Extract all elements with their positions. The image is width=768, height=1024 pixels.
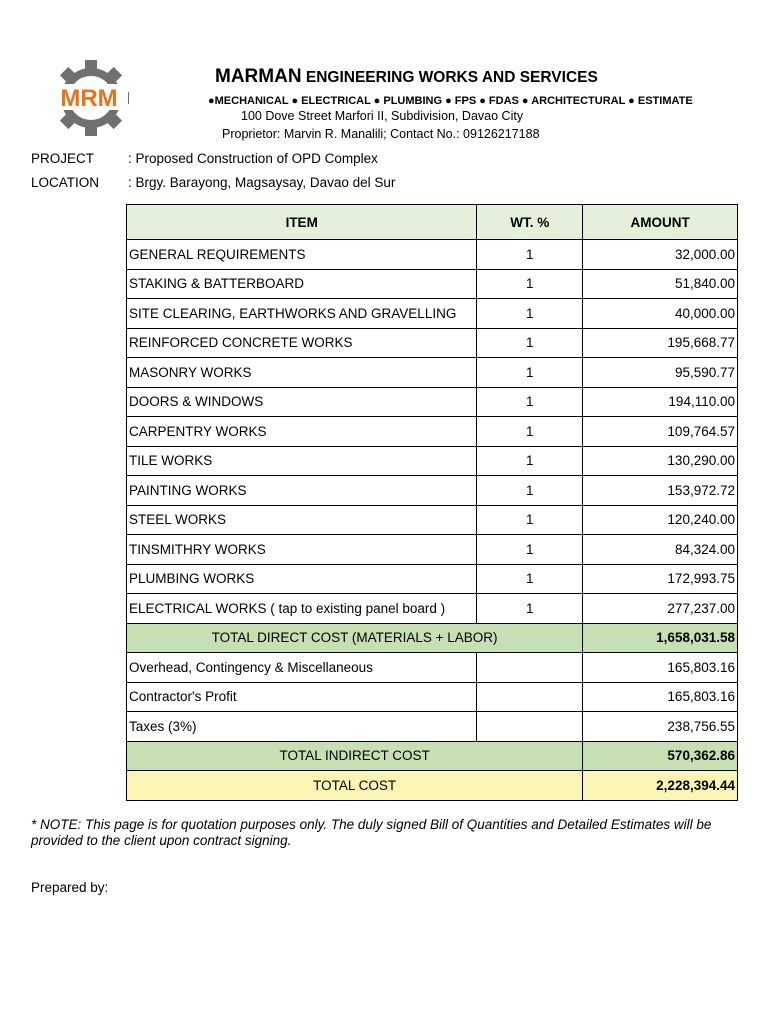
cell-item: PLUMBING WORKS (127, 564, 477, 594)
cell-amount: 195,668.77 (583, 328, 738, 358)
table-row (127, 299, 738, 329)
table-totals (127, 741, 738, 800)
table-row (127, 476, 738, 506)
indirect-row (127, 712, 738, 742)
cell-wt: 1 (477, 328, 583, 358)
quotation-note: * NOTE: This page is for quotation purposes only. The duly signed Bill of Quantities and Detailed Estimates will be provided to the client upon contract signing. (31, 817, 712, 848)
cell-amount: 109,764.57 (583, 417, 738, 447)
table-row (127, 446, 738, 476)
cell-amount: 40,000.00 (583, 299, 738, 329)
cost-estimate-table (126, 204, 738, 801)
cell-item: SITE CLEARING, EARTHWORKS AND GRAVELLING (127, 299, 477, 329)
total-direct-label: TOTAL DIRECT COST (MATERIALS + LABOR) (127, 623, 583, 653)
cell-wt-empty (477, 682, 583, 712)
cell-wt: 1 (477, 535, 583, 565)
total-indirect-amount: 570,362.86 (583, 741, 738, 771)
cell-wt: 1 (477, 594, 583, 624)
cell-item: TINSMITHRY WORKS (127, 535, 477, 565)
logo-text: MRM (60, 85, 118, 112)
cell-item: MASONRY WORKS (127, 358, 477, 388)
cell-amount: 153,972.72 (583, 476, 738, 506)
total-direct-amount: 1,658,031.58 (583, 623, 738, 653)
location-label: LOCATION (31, 175, 100, 190)
table-header-row (127, 205, 738, 240)
cell-item: Taxes (3%) (127, 712, 477, 742)
services-list: ●MECHANICAL ● ELECTRICAL ● PLUMBING ● FPS ● FDAS ● ARCHITECTURAL ● ESTIMATE (208, 95, 693, 107)
indirect-body (127, 653, 738, 742)
cell-item: PAINTING WORKS (127, 476, 477, 506)
company-address: 100 Dove Street Marfori II, Subdivision, Davao City (241, 109, 524, 123)
total-indirect-row (127, 741, 738, 771)
cell-amount: 238,756.55 (583, 712, 738, 742)
cell-item: Overhead, Contingency & Miscellaneous (127, 653, 477, 683)
cell-wt: 1 (477, 240, 583, 270)
indirect-row (127, 682, 738, 712)
cell-wt: 1 (477, 564, 583, 594)
total-cost-label: TOTAL COST (127, 771, 583, 801)
cell-amount: 32,000.00 (583, 240, 738, 270)
table-summary (127, 623, 738, 653)
total-indirect-label: TOTAL INDIRECT COST (127, 741, 583, 771)
cell-amount: 130,290.00 (583, 446, 738, 476)
company-logo (36, 58, 136, 138)
cell-amount: 84,324.00 (583, 535, 738, 565)
cell-wt: 1 (477, 505, 583, 535)
cell-item: STAKING & BATTERBOARD (127, 269, 477, 299)
cell-item: DOORS & WINDOWS (127, 387, 477, 417)
cell-item: Contractor's Profit (127, 682, 477, 712)
header-amount: AMOUNT (583, 205, 738, 240)
table-row (127, 328, 738, 358)
cell-item: ELECTRICAL WORKS ( tap to existing panel board ) (127, 594, 477, 624)
company-proprietor: Proprietor: Marvin R. Manalili; Contact No.: 09126217188 (222, 127, 540, 141)
company-name-first: MARMAN (215, 66, 302, 87)
cell-amount: 277,237.00 (583, 594, 738, 624)
total-direct-row (127, 623, 738, 653)
cell-amount: 165,803.16 (583, 682, 738, 712)
cell-item: TILE WORKS (127, 446, 477, 476)
cell-item: STEEL WORKS (127, 505, 477, 535)
prepared-by: Prepared by: (31, 880, 109, 895)
total-cost-amount: 2,228,394.44 (583, 771, 738, 801)
cell-wt: 1 (477, 269, 583, 299)
cell-wt: 1 (477, 417, 583, 447)
table-row (127, 505, 738, 535)
cell-item: REINFORCED CONCRETE WORKS (127, 328, 477, 358)
cell-wt: 1 (477, 446, 583, 476)
table-body (127, 240, 738, 624)
cell-amount: 165,803.16 (583, 653, 738, 683)
table-row (127, 269, 738, 299)
cell-wt: 1 (477, 299, 583, 329)
cell-item: CARPENTRY WORKS (127, 417, 477, 447)
company-name-rest: ENGINEERING WORKS AND SERVICES (305, 69, 598, 86)
cell-wt: 1 (477, 476, 583, 506)
cell-amount: 120,240.00 (583, 505, 738, 535)
table-row (127, 387, 738, 417)
table-row (127, 594, 738, 624)
table-row (127, 358, 738, 388)
company-name (215, 66, 598, 88)
indirect-row (127, 653, 738, 683)
table-row (127, 417, 738, 447)
cell-amount: 172,993.75 (583, 564, 738, 594)
cell-amount: 194,110.00 (583, 387, 738, 417)
total-cost-row (127, 771, 738, 801)
project-value: : Proposed Construction of OPD Complex (128, 151, 378, 166)
header-wt: WT. % (477, 205, 583, 240)
table-row (127, 564, 738, 594)
cell-wt-empty (477, 653, 583, 683)
cell-item: GENERAL REQUIREMENTS (127, 240, 477, 270)
cell-wt: 1 (477, 387, 583, 417)
cell-amount: 51,840.00 (583, 269, 738, 299)
header-item: ITEM (127, 205, 477, 240)
cell-wt: 1 (477, 358, 583, 388)
cell-wt-empty (477, 712, 583, 742)
cell-amount: 95,590.77 (583, 358, 738, 388)
table-row (127, 535, 738, 565)
location-value: : Brgy. Barayong, Magsaysay, Davao del Sur (128, 175, 396, 190)
table-row (127, 240, 738, 270)
project-label: PROJECT (31, 151, 95, 166)
